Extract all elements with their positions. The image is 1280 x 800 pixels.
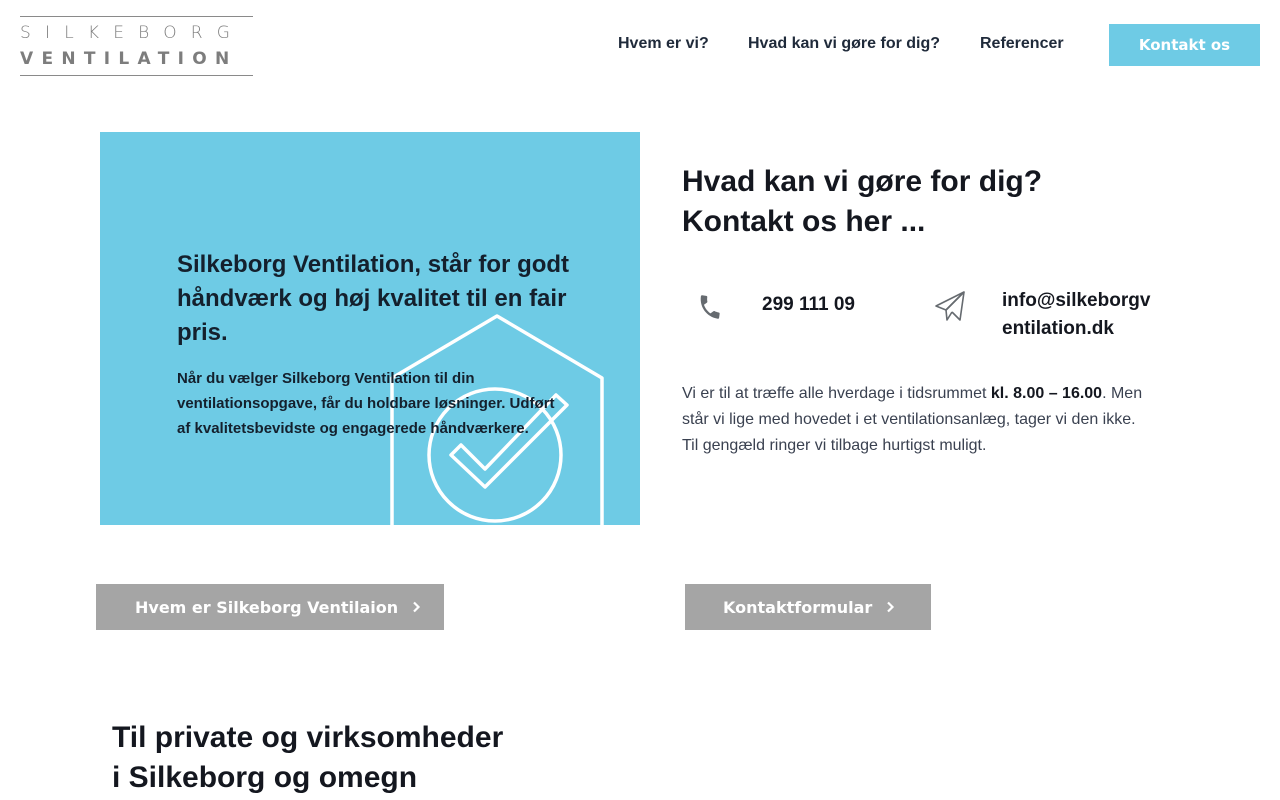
email-link[interactable]: info@silkeborgventilation.dk <box>1002 290 1151 339</box>
chevron-right-icon <box>412 601 421 613</box>
hours-suffix: . Men står vi lige med hovedet i et ventilationsanlæg, tager vi den ikke. Til gengæld ringer vi tilbage hurtigst muligt. <box>682 385 1143 454</box>
who-are-we-label: Hvem er Silkeborg Ventilaion <box>135 597 399 617</box>
logo-word-ventilation: VENTILATION <box>20 49 238 69</box>
hero-heading: Silkeborg Ventilation, står for godt håndværk og høj kvalitet til en fair pris. <box>177 251 570 346</box>
section-heading-line2: i Silkeborg og omegn <box>112 761 418 794</box>
hours-time: kl. 8.00 – 16.00 <box>990 385 1103 402</box>
hours-prefix: Vi er til at træffe alle hverdage i tidsrummet <box>682 385 991 402</box>
contact-heading <box>682 162 1162 242</box>
site-logo[interactable] <box>20 16 253 76</box>
section-heading <box>112 718 712 798</box>
who-are-we-button[interactable] <box>96 584 444 630</box>
logo-bottom-rule <box>20 75 253 76</box>
chevron-right-icon <box>886 601 895 613</box>
nav-link-hvem-er-vi[interactable]: Hvem er vi? <box>618 35 709 52</box>
contact-form-button[interactable] <box>685 584 931 630</box>
contact-heading-line1: Hvad kan vi gøre for dig? <box>682 165 1043 198</box>
hero-body: Når du vælger Silkeborg Ventilation til din ventilationsopgave, får du holdbare løsninger. Udført af kvalitetsbevidste og engagerede håndværkere. <box>177 370 555 437</box>
contact-cta-button[interactable]: Kontakt os <box>1109 24 1260 66</box>
section-heading-line1: Til private og virksomheder <box>112 721 504 754</box>
contact-form-label: Kontaktformular <box>723 597 873 617</box>
logo-word-silkeborg: SILKEBORG <box>20 23 245 43</box>
paper-plane-icon[interactable] <box>933 289 967 323</box>
nav-link-hvad-kan-vi[interactable]: Hvad kan vi gøre for dig? <box>748 35 941 52</box>
nav-link-referencer[interactable]: Referencer <box>980 35 1064 52</box>
phone-number-link[interactable]: 299 111 09 <box>762 294 855 315</box>
phone-icon[interactable] <box>696 293 724 321</box>
contact-heading-line2: Kontakt os her ... <box>682 205 926 238</box>
opening-hours-text <box>682 381 1152 459</box>
logo-top-rule <box>20 16 253 17</box>
hero-panel <box>100 132 640 525</box>
